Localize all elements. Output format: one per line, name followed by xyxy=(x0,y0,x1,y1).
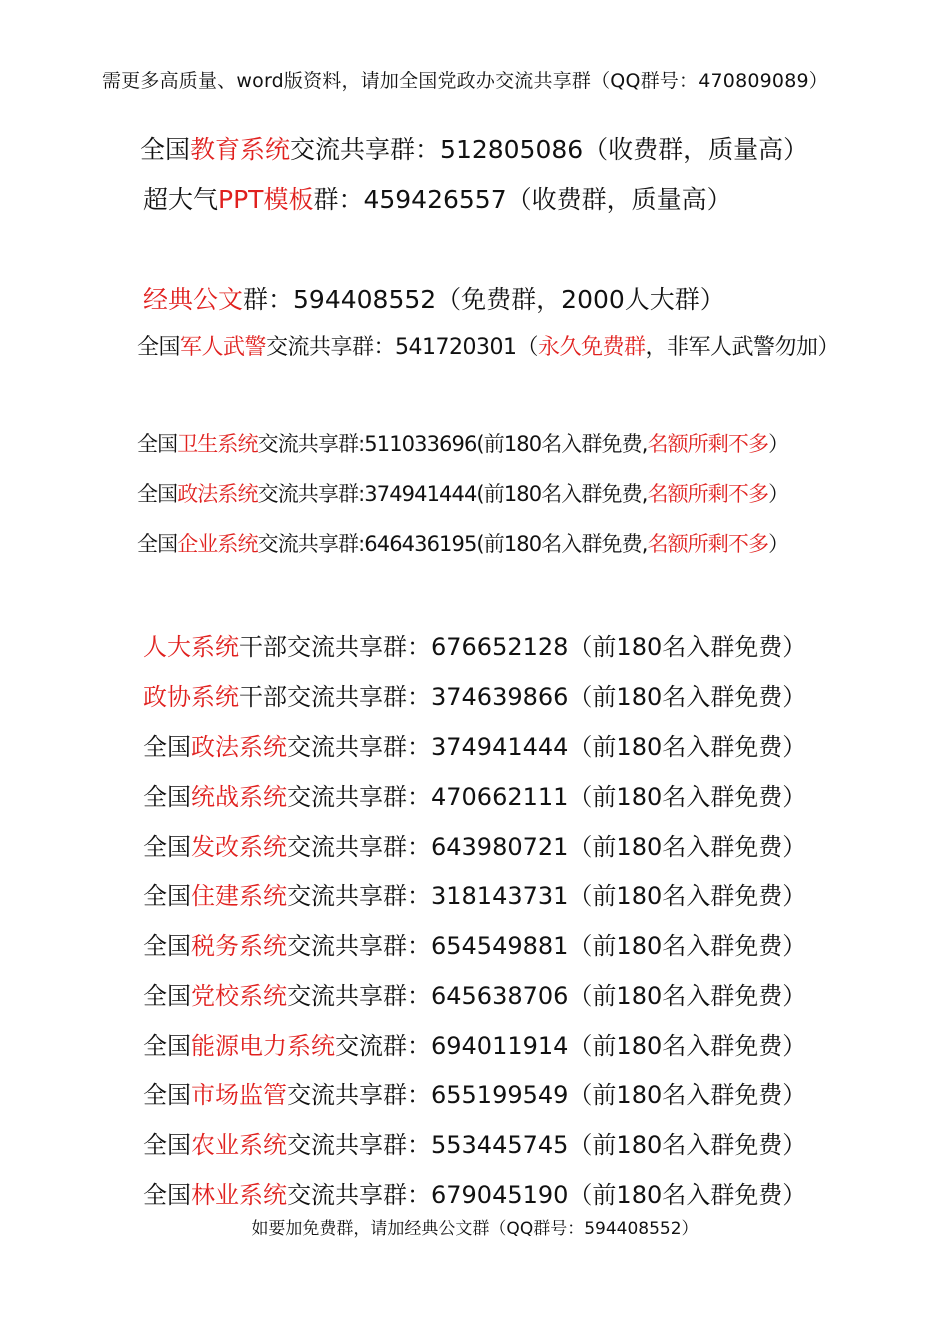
line-highlight: 政法系统 xyxy=(191,733,287,761)
line-highlight: 经典公文 xyxy=(143,285,244,314)
line-highlight-2: 永久免费群 xyxy=(538,335,646,360)
line-prefix: 超大气 xyxy=(143,185,219,214)
line-highlight: 卫生系统 xyxy=(177,432,258,456)
line-highlight: 教育系统 xyxy=(190,135,291,164)
line-highlight: 林业系统 xyxy=(191,1181,287,1209)
line-body: 干部交流共享群：676652128（前180名入群免费） xyxy=(239,633,807,661)
line-body: 群：594408552（免费群，2000人大群） xyxy=(243,285,725,314)
line-body: 交流共享群：541720301（ xyxy=(266,335,539,360)
line-body: 交流共享群：318143731（前180名入群免费） xyxy=(287,882,807,910)
line-body: 交流共享群：679045190（前180名入群免费） xyxy=(287,1181,807,1209)
line-highlight-2: 名额所剩不多 xyxy=(647,532,769,556)
line-highlight-2: 名额所剩不多 xyxy=(647,482,769,506)
group-line-ppt-template xyxy=(143,180,732,216)
line-tail: ，非军人武警勿加） xyxy=(645,335,840,360)
line-prefix: 全国 xyxy=(143,1032,191,1060)
group-line-housing xyxy=(143,876,806,911)
line-prefix: 全国 xyxy=(143,733,191,761)
line-body: 干部交流共享群：374639866（前180名入群免费） xyxy=(239,683,807,711)
group-line-energy-power xyxy=(143,1026,806,1061)
line-highlight: 税务系统 xyxy=(191,932,287,960)
line-prefix: 全国 xyxy=(143,833,191,861)
page-footer-note: 如要加免费群，请加经典公文群（QQ群号：594408552） xyxy=(251,1219,699,1239)
line-prefix: 全国 xyxy=(143,932,191,960)
line-highlight: 政法系统 xyxy=(177,482,258,506)
line-body: 交流群：694011914（前180名入群免费） xyxy=(335,1032,807,1060)
line-body: 交流共享群:374941444(前180名入群免费, xyxy=(257,482,648,506)
group-line-agriculture xyxy=(143,1125,806,1160)
line-body: 交流共享群:511033696(前180名入群免费, xyxy=(257,432,648,456)
group-line-development-reform xyxy=(143,827,806,862)
line-tail: ） xyxy=(768,532,789,556)
line-prefix: 全国 xyxy=(137,532,178,556)
line-prefix: 全国 xyxy=(140,135,191,164)
group-line-party-school xyxy=(143,976,806,1011)
group-line-education xyxy=(140,130,808,166)
line-body: 群：459426557（收费群，质量高） xyxy=(313,185,732,214)
line-body: 交流共享群：470662111（前180名入群免费） xyxy=(287,783,807,811)
line-body: 交流共享群：645638706（前180名入群免费） xyxy=(287,982,807,1010)
line-prefix: 全国 xyxy=(137,432,178,456)
group-line-tax xyxy=(143,926,806,961)
group-line-enterprise xyxy=(137,528,788,558)
line-body: 交流共享群：553445745（前180名入群免费） xyxy=(287,1131,807,1159)
line-highlight: 住建系统 xyxy=(191,882,287,910)
group-line-npc xyxy=(143,627,806,662)
group-line-united-front xyxy=(143,777,806,812)
line-highlight: 发改系统 xyxy=(191,833,287,861)
line-body: 交流共享群：374941444（前180名入群免费） xyxy=(287,733,807,761)
group-line-forestry xyxy=(143,1175,806,1210)
group-line-cppcc xyxy=(143,677,806,712)
line-highlight: 人大系统 xyxy=(143,633,239,661)
line-prefix: 全国 xyxy=(143,882,191,910)
page-header-note: 需更多高质量、word版资料，请加全国党政办交流共享群（QQ群号：470809089） xyxy=(101,70,828,92)
group-line-classic-docs xyxy=(143,280,725,316)
line-highlight: 统战系统 xyxy=(191,783,287,811)
line-prefix: 全国 xyxy=(143,1131,191,1159)
line-prefix: 全国 xyxy=(143,783,191,811)
line-highlight: 企业系统 xyxy=(177,532,258,556)
group-line-politics-law xyxy=(137,478,788,508)
line-prefix: 全国 xyxy=(137,482,178,506)
line-prefix: 全国 xyxy=(143,1181,191,1209)
line-highlight: PPT模板 xyxy=(218,185,314,214)
line-highlight: 党校系统 xyxy=(191,982,287,1010)
line-highlight: 军人武警 xyxy=(180,335,267,360)
group-line-military-police xyxy=(137,330,839,361)
line-prefix: 全国 xyxy=(143,982,191,1010)
group-line-politics-law-2 xyxy=(143,727,806,762)
line-highlight-2: 名额所剩不多 xyxy=(647,432,769,456)
line-prefix: 全国 xyxy=(143,1081,191,1109)
line-tail: ） xyxy=(768,482,789,506)
line-body: 交流共享群：654549881（前180名入群免费） xyxy=(287,932,807,960)
line-body: 交流共享群：643980721（前180名入群免费） xyxy=(287,833,807,861)
line-body: 交流共享群:646436195(前180名入群免费, xyxy=(257,532,648,556)
line-prefix: 全国 xyxy=(137,335,181,360)
line-highlight: 能源电力系统 xyxy=(191,1032,335,1060)
line-body: 交流共享群：512805086（收费群，质量高） xyxy=(290,135,809,164)
group-line-health xyxy=(137,428,788,458)
line-body: 交流共享群：655199549（前180名入群免费） xyxy=(287,1081,807,1109)
line-highlight: 政协系统 xyxy=(143,683,239,711)
group-line-market-supervision xyxy=(143,1075,806,1110)
line-highlight: 市场监管 xyxy=(191,1081,287,1109)
line-highlight: 农业系统 xyxy=(191,1131,287,1159)
line-tail: ） xyxy=(768,432,789,456)
